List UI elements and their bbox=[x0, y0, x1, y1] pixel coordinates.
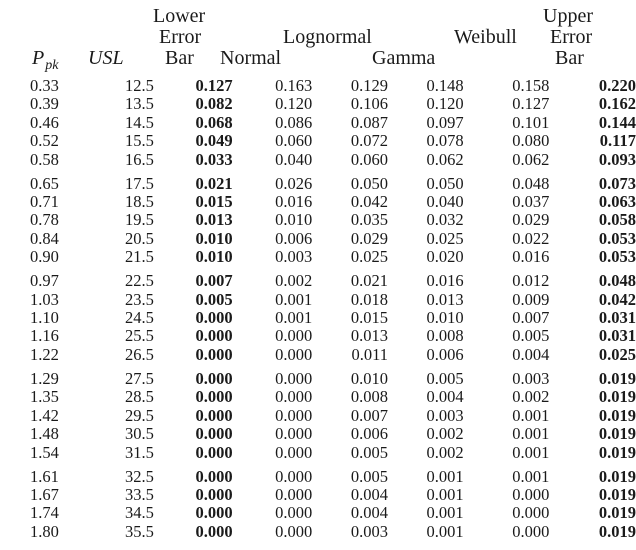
lognormal-cell: 0.087 bbox=[350, 112, 388, 132]
upper-error-bar-cell: 0.058 bbox=[598, 210, 636, 230]
ppk-cell: 0.58 bbox=[30, 149, 59, 169]
table-row bbox=[0, 193, 636, 211]
normal-cell: 0.000 bbox=[275, 484, 313, 504]
usl-cell: 20.5 bbox=[125, 228, 154, 248]
weibull-cell: 0.001 bbox=[512, 405, 550, 425]
lognormal-cell: 0.003 bbox=[350, 521, 388, 541]
lower-error-bar-cell: 0.000 bbox=[195, 442, 233, 462]
lognormal-cell: 0.029 bbox=[350, 228, 388, 248]
table-row bbox=[0, 132, 636, 150]
table-row bbox=[0, 468, 636, 486]
normal-cell: 0.002 bbox=[275, 271, 313, 291]
normal-cell: 0.000 bbox=[275, 405, 313, 425]
weibull-cell: 0.062 bbox=[512, 149, 550, 169]
normal-cell: 0.163 bbox=[275, 76, 313, 95]
lognormal-cell: 0.021 bbox=[350, 271, 388, 291]
upper-error-bar-cell: 0.053 bbox=[598, 247, 636, 267]
gamma-cell: 0.001 bbox=[426, 521, 464, 541]
weibull-cell: 0.000 bbox=[512, 503, 550, 523]
lower-error-bar-cell: 0.015 bbox=[195, 192, 233, 212]
normal-cell: 0.120 bbox=[275, 94, 313, 114]
table-row bbox=[0, 486, 636, 504]
weibull-cell: 0.000 bbox=[512, 484, 550, 504]
usl-cell: 19.5 bbox=[125, 210, 154, 230]
table-row bbox=[0, 407, 636, 425]
lognormal-cell: 0.008 bbox=[350, 387, 388, 407]
lognormal-cell: 0.050 bbox=[350, 173, 388, 193]
weibull-cell: 0.158 bbox=[512, 76, 550, 95]
gamma-cell: 0.001 bbox=[426, 466, 464, 486]
lower-error-bar-cell: 0.068 bbox=[195, 112, 233, 132]
lower-error-bar-cell: 0.000 bbox=[195, 466, 233, 486]
table-row bbox=[0, 211, 636, 229]
lower-error-bar-header-line3: Bar bbox=[165, 47, 194, 69]
table-row bbox=[0, 504, 636, 522]
weibull-cell: 0.016 bbox=[512, 247, 550, 267]
weibull-cell: 0.004 bbox=[512, 344, 550, 364]
normal-cell: 0.001 bbox=[275, 308, 313, 328]
lower-error-bar-cell: 0.007 bbox=[195, 271, 233, 291]
table-row bbox=[0, 370, 636, 388]
lognormal-cell: 0.072 bbox=[350, 131, 388, 151]
ppk-cell: 1.48 bbox=[30, 424, 59, 444]
lognormal-cell: 0.060 bbox=[350, 149, 388, 169]
lognormal-header: Lognormal bbox=[283, 26, 372, 48]
gamma-cell: 0.010 bbox=[426, 308, 464, 328]
gamma-cell: 0.062 bbox=[426, 149, 464, 169]
usl-cell: 18.5 bbox=[125, 192, 154, 212]
usl-cell: 13.5 bbox=[125, 94, 154, 114]
lognormal-cell: 0.010 bbox=[350, 368, 388, 388]
weibull-cell: 0.012 bbox=[512, 271, 550, 291]
lower-error-bar-cell: 0.010 bbox=[195, 228, 233, 248]
gamma-cell: 0.001 bbox=[426, 484, 464, 504]
weibull-cell: 0.029 bbox=[512, 210, 550, 230]
upper-error-bar-cell: 0.048 bbox=[598, 271, 636, 291]
upper-error-bar-cell: 0.019 bbox=[598, 503, 636, 523]
table-row bbox=[0, 425, 636, 443]
gamma-cell: 0.001 bbox=[426, 503, 464, 523]
usl-cell: 29.5 bbox=[125, 405, 154, 425]
gamma-cell: 0.003 bbox=[426, 405, 464, 425]
weibull-cell: 0.127 bbox=[512, 94, 550, 114]
table-row bbox=[0, 248, 636, 266]
table-row bbox=[0, 291, 636, 309]
usl-cell: 21.5 bbox=[125, 247, 154, 267]
ppk-cell: 0.65 bbox=[30, 173, 59, 193]
ppk-cell: 0.97 bbox=[30, 271, 59, 291]
ppk-cell: 1.80 bbox=[30, 521, 59, 541]
lower-error-bar-cell: 0.013 bbox=[195, 210, 233, 230]
upper-error-bar-cell: 0.019 bbox=[598, 466, 636, 486]
upper-error-bar-cell: 0.093 bbox=[598, 149, 636, 169]
table-row bbox=[0, 151, 636, 169]
usl-cell: 26.5 bbox=[125, 344, 154, 364]
normal-cell: 0.006 bbox=[275, 228, 313, 248]
gamma-cell: 0.002 bbox=[426, 442, 464, 462]
lognormal-cell: 0.004 bbox=[350, 484, 388, 504]
lognormal-cell: 0.129 bbox=[350, 76, 388, 95]
ppk-cell: 1.22 bbox=[30, 344, 59, 364]
gamma-cell: 0.016 bbox=[426, 271, 464, 291]
normal-cell: 0.000 bbox=[275, 344, 313, 364]
upper-error-bar-cell: 0.073 bbox=[598, 173, 636, 193]
lognormal-cell: 0.013 bbox=[350, 326, 388, 346]
usl-header: USL bbox=[88, 47, 124, 69]
gamma-cell: 0.148 bbox=[426, 76, 464, 95]
upper-error-bar-cell: 0.031 bbox=[598, 326, 636, 346]
lognormal-cell: 0.025 bbox=[350, 247, 388, 267]
lower-error-bar-cell: 0.000 bbox=[195, 521, 233, 541]
lower-error-bar-header-line2: Error bbox=[159, 26, 202, 48]
ppk-cell: 0.33 bbox=[30, 76, 59, 95]
upper-error-bar-cell: 0.162 bbox=[598, 94, 636, 114]
upper-error-bar-cell: 0.042 bbox=[598, 289, 636, 309]
error-bar-table bbox=[0, 77, 636, 541]
usl-cell: 31.5 bbox=[125, 442, 154, 462]
lower-error-bar-cell: 0.127 bbox=[195, 76, 233, 95]
usl-cell: 34.5 bbox=[125, 503, 154, 523]
table-row bbox=[0, 346, 636, 364]
lognormal-cell: 0.018 bbox=[350, 289, 388, 309]
gamma-cell: 0.120 bbox=[426, 94, 464, 114]
ppk-header-main: P bbox=[32, 47, 45, 69]
ppk-cell: 0.39 bbox=[30, 94, 59, 114]
normal-cell: 0.010 bbox=[275, 210, 313, 230]
upper-error-bar-cell: 0.019 bbox=[598, 484, 636, 504]
normal-cell: 0.000 bbox=[275, 442, 313, 462]
normal-cell: 0.060 bbox=[275, 131, 313, 151]
lower-error-bar-cell: 0.000 bbox=[195, 424, 233, 444]
upper-error-bar-cell: 0.019 bbox=[598, 405, 636, 425]
ppk-cell: 1.16 bbox=[30, 326, 59, 346]
normal-cell: 0.026 bbox=[275, 173, 313, 193]
lower-error-bar-cell: 0.000 bbox=[195, 308, 233, 328]
weibull-cell: 0.037 bbox=[512, 192, 550, 212]
weibull-cell: 0.005 bbox=[512, 326, 550, 346]
table-row bbox=[0, 114, 636, 132]
lower-error-bar-cell: 0.000 bbox=[195, 484, 233, 504]
ppk-cell: 1.35 bbox=[30, 387, 59, 407]
lower-error-bar-cell: 0.049 bbox=[195, 131, 233, 151]
ppk-cell: 1.10 bbox=[30, 308, 59, 328]
weibull-cell: 0.022 bbox=[512, 228, 550, 248]
usl-cell: 30.5 bbox=[125, 424, 154, 444]
table-row bbox=[0, 175, 636, 193]
usl-cell: 22.5 bbox=[125, 271, 154, 291]
normal-cell: 0.000 bbox=[275, 466, 313, 486]
upper-error-bar-cell: 0.220 bbox=[598, 76, 636, 95]
usl-cell: 32.5 bbox=[125, 466, 154, 486]
gamma-cell: 0.020 bbox=[426, 247, 464, 267]
usl-cell: 23.5 bbox=[125, 289, 154, 309]
upper-error-bar-cell: 0.053 bbox=[598, 228, 636, 248]
normal-header: Normal bbox=[220, 47, 282, 69]
ppk-cell: 1.67 bbox=[30, 484, 59, 504]
upper-error-bar-cell: 0.019 bbox=[598, 521, 636, 541]
lower-error-bar-cell: 0.000 bbox=[195, 344, 233, 364]
gamma-cell: 0.097 bbox=[426, 112, 464, 132]
weibull-cell: 0.000 bbox=[512, 521, 550, 541]
ppk-cell: 1.61 bbox=[30, 466, 59, 486]
weibull-cell: 0.048 bbox=[512, 173, 550, 193]
upper-error-bar-cell: 0.117 bbox=[599, 131, 636, 151]
upper-error-bar-cell: 0.063 bbox=[598, 192, 636, 212]
gamma-cell: 0.004 bbox=[426, 387, 464, 407]
ppk-cell: 1.03 bbox=[30, 289, 59, 309]
table-row bbox=[0, 327, 636, 345]
normal-cell: 0.040 bbox=[275, 149, 313, 169]
ppk-cell: 1.29 bbox=[30, 368, 59, 388]
lower-error-bar-cell: 0.082 bbox=[195, 94, 233, 114]
lower-error-bar-cell: 0.000 bbox=[195, 387, 233, 407]
normal-cell: 0.000 bbox=[275, 503, 313, 523]
table-row bbox=[0, 230, 636, 248]
table-row bbox=[0, 388, 636, 406]
normal-cell: 0.016 bbox=[275, 192, 313, 212]
lower-error-bar-header-line1: Lower bbox=[153, 5, 206, 27]
ppk-cell: 0.52 bbox=[30, 131, 59, 151]
gamma-cell: 0.006 bbox=[426, 344, 464, 364]
usl-cell: 27.5 bbox=[125, 368, 154, 388]
usl-cell: 24.5 bbox=[125, 308, 154, 328]
lognormal-cell: 0.007 bbox=[350, 405, 388, 425]
upper-error-bar-header-line2: Error bbox=[550, 26, 593, 48]
upper-error-bar-header-line3: Bar bbox=[555, 47, 584, 69]
usl-cell: 14.5 bbox=[125, 112, 154, 132]
lower-error-bar-cell: 0.021 bbox=[195, 173, 233, 193]
usl-cell: 35.5 bbox=[125, 521, 154, 541]
gamma-cell: 0.025 bbox=[426, 228, 464, 248]
weibull-cell: 0.001 bbox=[512, 442, 550, 462]
ppk-cell: 1.74 bbox=[30, 503, 59, 523]
normal-cell: 0.000 bbox=[275, 326, 313, 346]
normal-cell: 0.086 bbox=[275, 112, 313, 132]
upper-error-bar-cell: 0.019 bbox=[598, 424, 636, 444]
lognormal-cell: 0.042 bbox=[350, 192, 388, 212]
normal-cell: 0.000 bbox=[275, 368, 313, 388]
gamma-header: Gamma bbox=[372, 47, 436, 69]
lognormal-cell: 0.005 bbox=[350, 466, 388, 486]
weibull-cell: 0.009 bbox=[512, 289, 550, 309]
ppk-header-subscript: pk bbox=[45, 58, 59, 73]
lognormal-cell: 0.006 bbox=[350, 424, 388, 444]
gamma-cell: 0.078 bbox=[426, 131, 464, 151]
weibull-cell: 0.080 bbox=[512, 131, 550, 151]
usl-cell: 17.5 bbox=[125, 173, 154, 193]
gamma-cell: 0.008 bbox=[426, 326, 464, 346]
ppk-cell: 0.84 bbox=[30, 228, 59, 248]
gamma-cell: 0.032 bbox=[426, 210, 464, 230]
weibull-cell: 0.001 bbox=[512, 466, 550, 486]
normal-cell: 0.000 bbox=[275, 387, 313, 407]
table-row bbox=[0, 444, 636, 462]
table-row bbox=[0, 523, 636, 541]
ppk-header bbox=[32, 48, 58, 71]
lower-error-bar-cell: 0.010 bbox=[195, 247, 233, 267]
weibull-cell: 0.001 bbox=[512, 424, 550, 444]
gamma-cell: 0.005 bbox=[426, 368, 464, 388]
table-row bbox=[0, 309, 636, 327]
lower-error-bar-cell: 0.000 bbox=[195, 326, 233, 346]
ppk-cell: 0.90 bbox=[30, 247, 59, 267]
normal-cell: 0.000 bbox=[275, 521, 313, 541]
lognormal-cell: 0.015 bbox=[350, 308, 388, 328]
weibull-header: Weibull bbox=[454, 26, 517, 48]
normal-cell: 0.000 bbox=[275, 424, 313, 444]
lognormal-cell: 0.035 bbox=[350, 210, 388, 230]
lower-error-bar-cell: 0.000 bbox=[195, 368, 233, 388]
normal-cell: 0.001 bbox=[275, 289, 313, 309]
usl-cell: 16.5 bbox=[125, 149, 154, 169]
gamma-cell: 0.040 bbox=[426, 192, 464, 212]
weibull-cell: 0.101 bbox=[512, 112, 550, 132]
ppk-cell: 1.54 bbox=[30, 442, 59, 462]
ppk-cell: 1.42 bbox=[30, 405, 59, 425]
usl-cell: 25.5 bbox=[125, 326, 154, 346]
gamma-cell: 0.002 bbox=[426, 424, 464, 444]
weibull-cell: 0.003 bbox=[512, 368, 550, 388]
upper-error-bar-header-line1: Upper bbox=[543, 5, 593, 27]
table-row bbox=[0, 272, 636, 290]
lognormal-cell: 0.106 bbox=[350, 94, 388, 114]
usl-cell: 15.5 bbox=[125, 131, 154, 151]
ppk-cell: 0.46 bbox=[30, 112, 59, 132]
lower-error-bar-cell: 0.005 bbox=[195, 289, 233, 309]
lognormal-cell: 0.011 bbox=[351, 344, 388, 364]
lower-error-bar-cell: 0.033 bbox=[195, 149, 233, 169]
usl-cell: 12.5 bbox=[125, 76, 154, 95]
ppk-cell: 0.71 bbox=[30, 192, 59, 212]
upper-error-bar-cell: 0.019 bbox=[598, 442, 636, 462]
table-row bbox=[0, 77, 636, 95]
gamma-cell: 0.050 bbox=[426, 173, 464, 193]
upper-error-bar-cell: 0.019 bbox=[598, 387, 636, 407]
lognormal-cell: 0.005 bbox=[350, 442, 388, 462]
upper-error-bar-cell: 0.031 bbox=[598, 308, 636, 328]
gamma-cell: 0.013 bbox=[426, 289, 464, 309]
normal-cell: 0.003 bbox=[275, 247, 313, 267]
lognormal-cell: 0.004 bbox=[350, 503, 388, 523]
table-row bbox=[0, 95, 636, 113]
upper-error-bar-cell: 0.025 bbox=[598, 344, 636, 364]
weibull-cell: 0.007 bbox=[512, 308, 550, 328]
lower-error-bar-cell: 0.000 bbox=[195, 503, 233, 523]
usl-cell: 28.5 bbox=[125, 387, 154, 407]
upper-error-bar-cell: 0.019 bbox=[598, 368, 636, 388]
ppk-cell: 0.78 bbox=[30, 210, 59, 230]
usl-cell: 33.5 bbox=[125, 484, 154, 504]
lower-error-bar-cell: 0.000 bbox=[195, 405, 233, 425]
upper-error-bar-cell: 0.144 bbox=[598, 112, 636, 132]
weibull-cell: 0.002 bbox=[512, 387, 550, 407]
